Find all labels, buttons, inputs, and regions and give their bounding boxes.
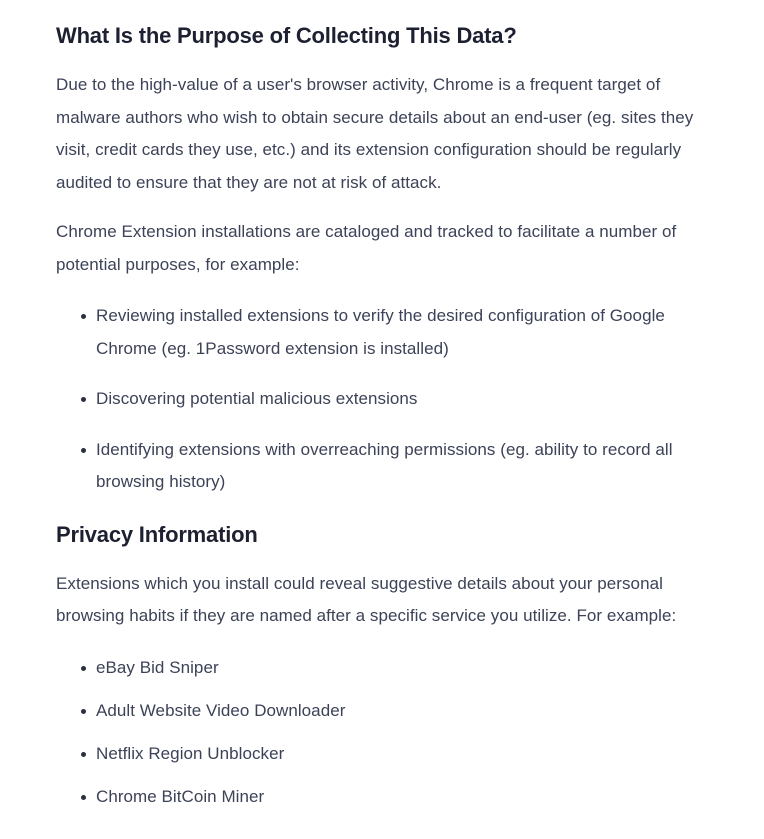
list-item-label: eBay Bid Sniper bbox=[96, 657, 219, 677]
bullet-dot-icon bbox=[81, 709, 86, 714]
purpose-bullet-list bbox=[56, 300, 716, 499]
list-item bbox=[56, 738, 716, 771]
list-item bbox=[56, 652, 716, 685]
list-item-label: Identifying extensions with overreaching permissions (eg. ability to record all browsing history) bbox=[96, 439, 673, 491]
list-item bbox=[56, 434, 716, 499]
list-item bbox=[56, 695, 716, 728]
paragraph-purpose-tracking: Chrome Extension installations are cataloged and tracked to facilitate a number of potential purposes, for example: bbox=[56, 222, 677, 274]
list-item bbox=[56, 300, 716, 365]
privacy-bullet-list bbox=[56, 652, 716, 814]
article-content bbox=[56, 0, 716, 813]
list-item-label: Chrome BitCoin Miner bbox=[96, 786, 265, 806]
list-item-label: Netflix Region Unblocker bbox=[96, 743, 285, 763]
list-item bbox=[56, 383, 716, 416]
bullet-dot-icon bbox=[81, 314, 86, 319]
paragraph-privacy-intro: Extensions which you install could reveal suggestive details about your personal browsing habits if they are named after a specific service you utilize. For example: bbox=[56, 573, 677, 625]
bullet-dot-icon bbox=[81, 752, 86, 757]
bullet-dot-icon bbox=[81, 448, 86, 453]
section-heading-privacy: Privacy Information bbox=[56, 521, 258, 547]
paragraph-purpose-intro: Due to the high-value of a user's browser activity, Chrome is a frequent target of malware authors who wish to obtain secure details about an end-user (eg. sites they visit, credit cards they use, etc.) and its extension configuration should be regularly audited to ensure that they are not at risk of attack. bbox=[56, 75, 694, 192]
list-item-label: Reviewing installed extensions to verify the desired configuration of Google Chrome (eg. 1Password extension is installed) bbox=[96, 306, 665, 358]
list-item bbox=[56, 781, 716, 814]
section-heading-purpose: What Is the Purpose of Collecting This Data? bbox=[56, 23, 517, 48]
bullet-dot-icon bbox=[81, 397, 86, 402]
bullet-dot-icon bbox=[81, 666, 86, 671]
list-item-label: Adult Website Video Downloader bbox=[96, 700, 346, 720]
list-item-label: Discovering potential malicious extensions bbox=[96, 389, 418, 408]
bullet-dot-icon bbox=[81, 795, 86, 800]
